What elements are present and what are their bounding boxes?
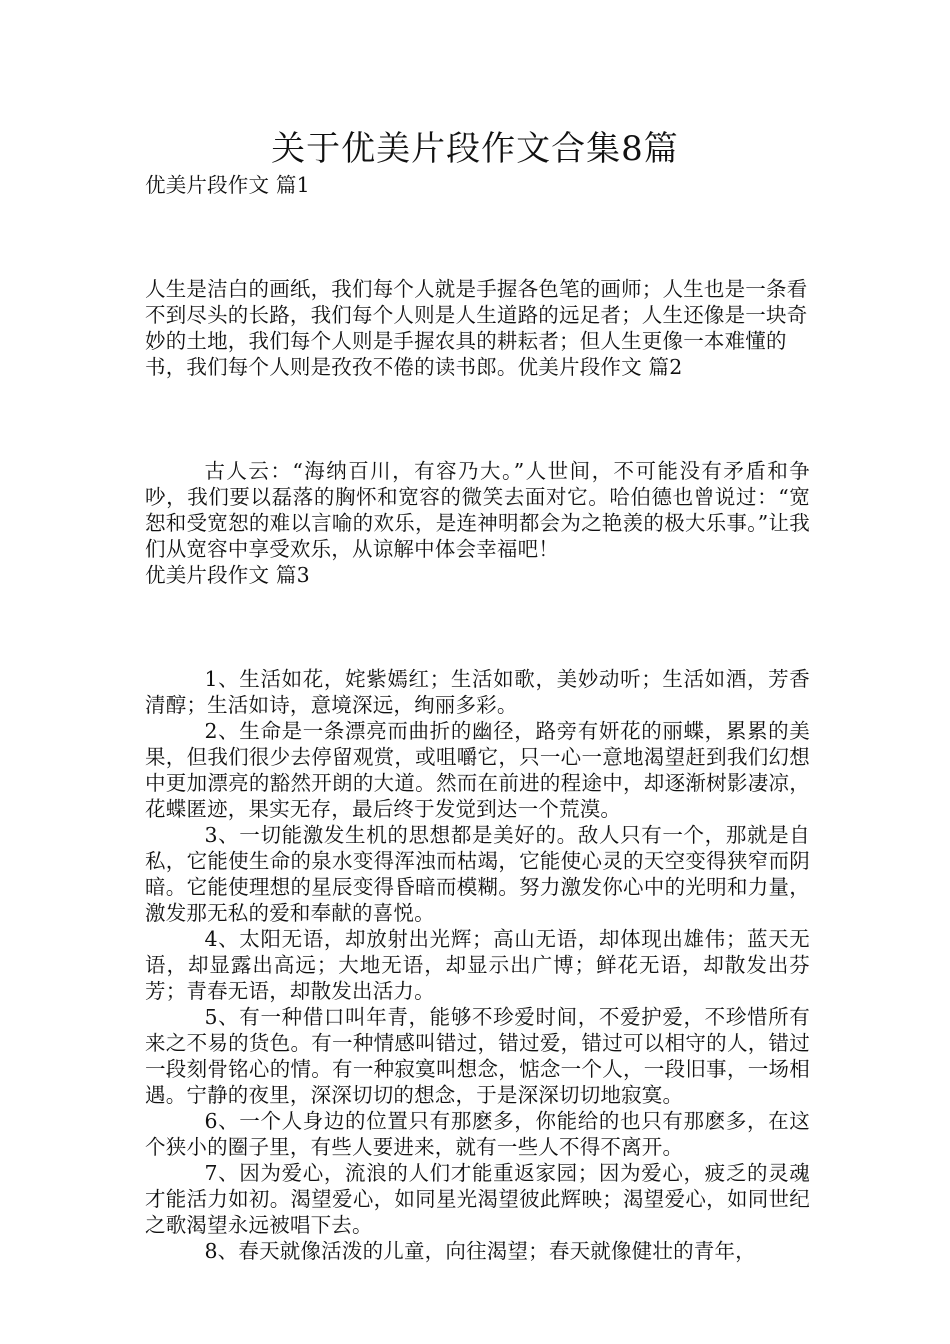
- spacer: [145, 432, 810, 458]
- paragraph: 人生是洁白的画纸，我们每个人就是手握各色笔的画师；人生也是一条看不到尽头的长路，我们每个人则是人生道路的远足者；人生还像是一块奇妙的土地，我们每个人则是手握农具的耕耘者；但人生更像一本难懂的书，我们每个人则是孜孜不倦的读书郎。: [145, 277, 808, 379]
- list-paragraph: 5、有一种借口叫年青，能够不珍爱时间，不爱护爱，不珍惜所有来之不易的货色。有一种情感叫错过，错过爱，错过可以相守的人，错过一段刻骨铭心的情。有一种寂寞叫想念，惦念一个人，一段旧事，一场相遇。宁静的夜里，深深切切的想念，于是深深切切地寂寞。: [145, 1005, 810, 1107]
- document-title: 关于优美片段作文合集8篇: [271, 129, 679, 169]
- list-paragraph: 7、因为爱心，流浪的人们才能重返家园；因为爱心，疲乏的灵魂才能活力如初。渴望爱心，如同星光渴望彼此辉映；渴望爱心，如同世纪之歌渴望永远被唱下去。: [145, 1161, 810, 1237]
- spacer: [145, 588, 810, 640]
- spacer: [145, 250, 810, 276]
- section-heading-2: 优美片段作文 篇2: [517, 355, 683, 379]
- paragraph: 古人云：“海纳百川，有容乃大。”人世间，不可能没有矛盾和争吵，我们要以磊落的胸怀和宽容的微笑去面对它。哈伯德也曾说过：“宽恕和受宽恕的难以言喻的欢乐，是连神明都会为之艳羡的极大乐事。”让我们从宽容中享受欢乐，从谅解中体会幸福吧！: [145, 459, 810, 561]
- spacer: [145, 198, 810, 250]
- list-paragraph: 2、生命是一条漂亮而曲折的幽径，路旁有妍花的丽蝶，累累的美果，但我们很少去停留观赏，或咀嚼它，只一心一意地渴望赶到我们幻想中更加漂亮的豁然开朗的大道。然而在前进的程途中，却逐渐树影凄凉，花蝶匿迹，果实无存，最后终于发觉到达一个荒漠。: [145, 719, 810, 821]
- list-paragraph: 6、一个人身边的位置只有那麽多，你能给的也只有那麽多，在这个狭小的圈子里，有些人要进来，就有一些人不得不离开。: [145, 1109, 810, 1159]
- list-paragraph: 8、春天就像活泼的儿童，向往渴望；春天就像健壮的青年，: [204, 1239, 756, 1263]
- list-paragraph: 4、太阳无语，却放射出光辉；高山无语，却体现出雄伟；蓝天无语，却显露出高远；大地无语，却显示出广博；鲜花无语，却散发出芬芳；青春无语，却散发出活力。: [145, 927, 810, 1003]
- section-heading-1: 优美片段作文 篇1: [145, 173, 310, 197]
- document-body: [145, 172, 810, 1264]
- spacer: [145, 640, 810, 666]
- spacer: [145, 380, 810, 432]
- list-paragraph: 1、生活如花，姹紫嫣红；生活如歌，美妙动听；生活如酒，芳香清醇；生活如诗，意境深远，绚丽多彩。: [145, 667, 810, 717]
- section-heading-3: 优美片段作文 篇3: [145, 563, 310, 587]
- list-paragraph: 3、一切能激发生机的思想都是美好的。敌人只有一个，那就是自私，它能使生命的泉水变得浑浊而枯竭，它能使心灵的天空变得狭窄而阴暗。它能使理想的星辰变得昏暗而模糊。努力激发你心中的光明和力量，激发那无私的爱和奉献的喜悦。: [145, 823, 810, 925]
